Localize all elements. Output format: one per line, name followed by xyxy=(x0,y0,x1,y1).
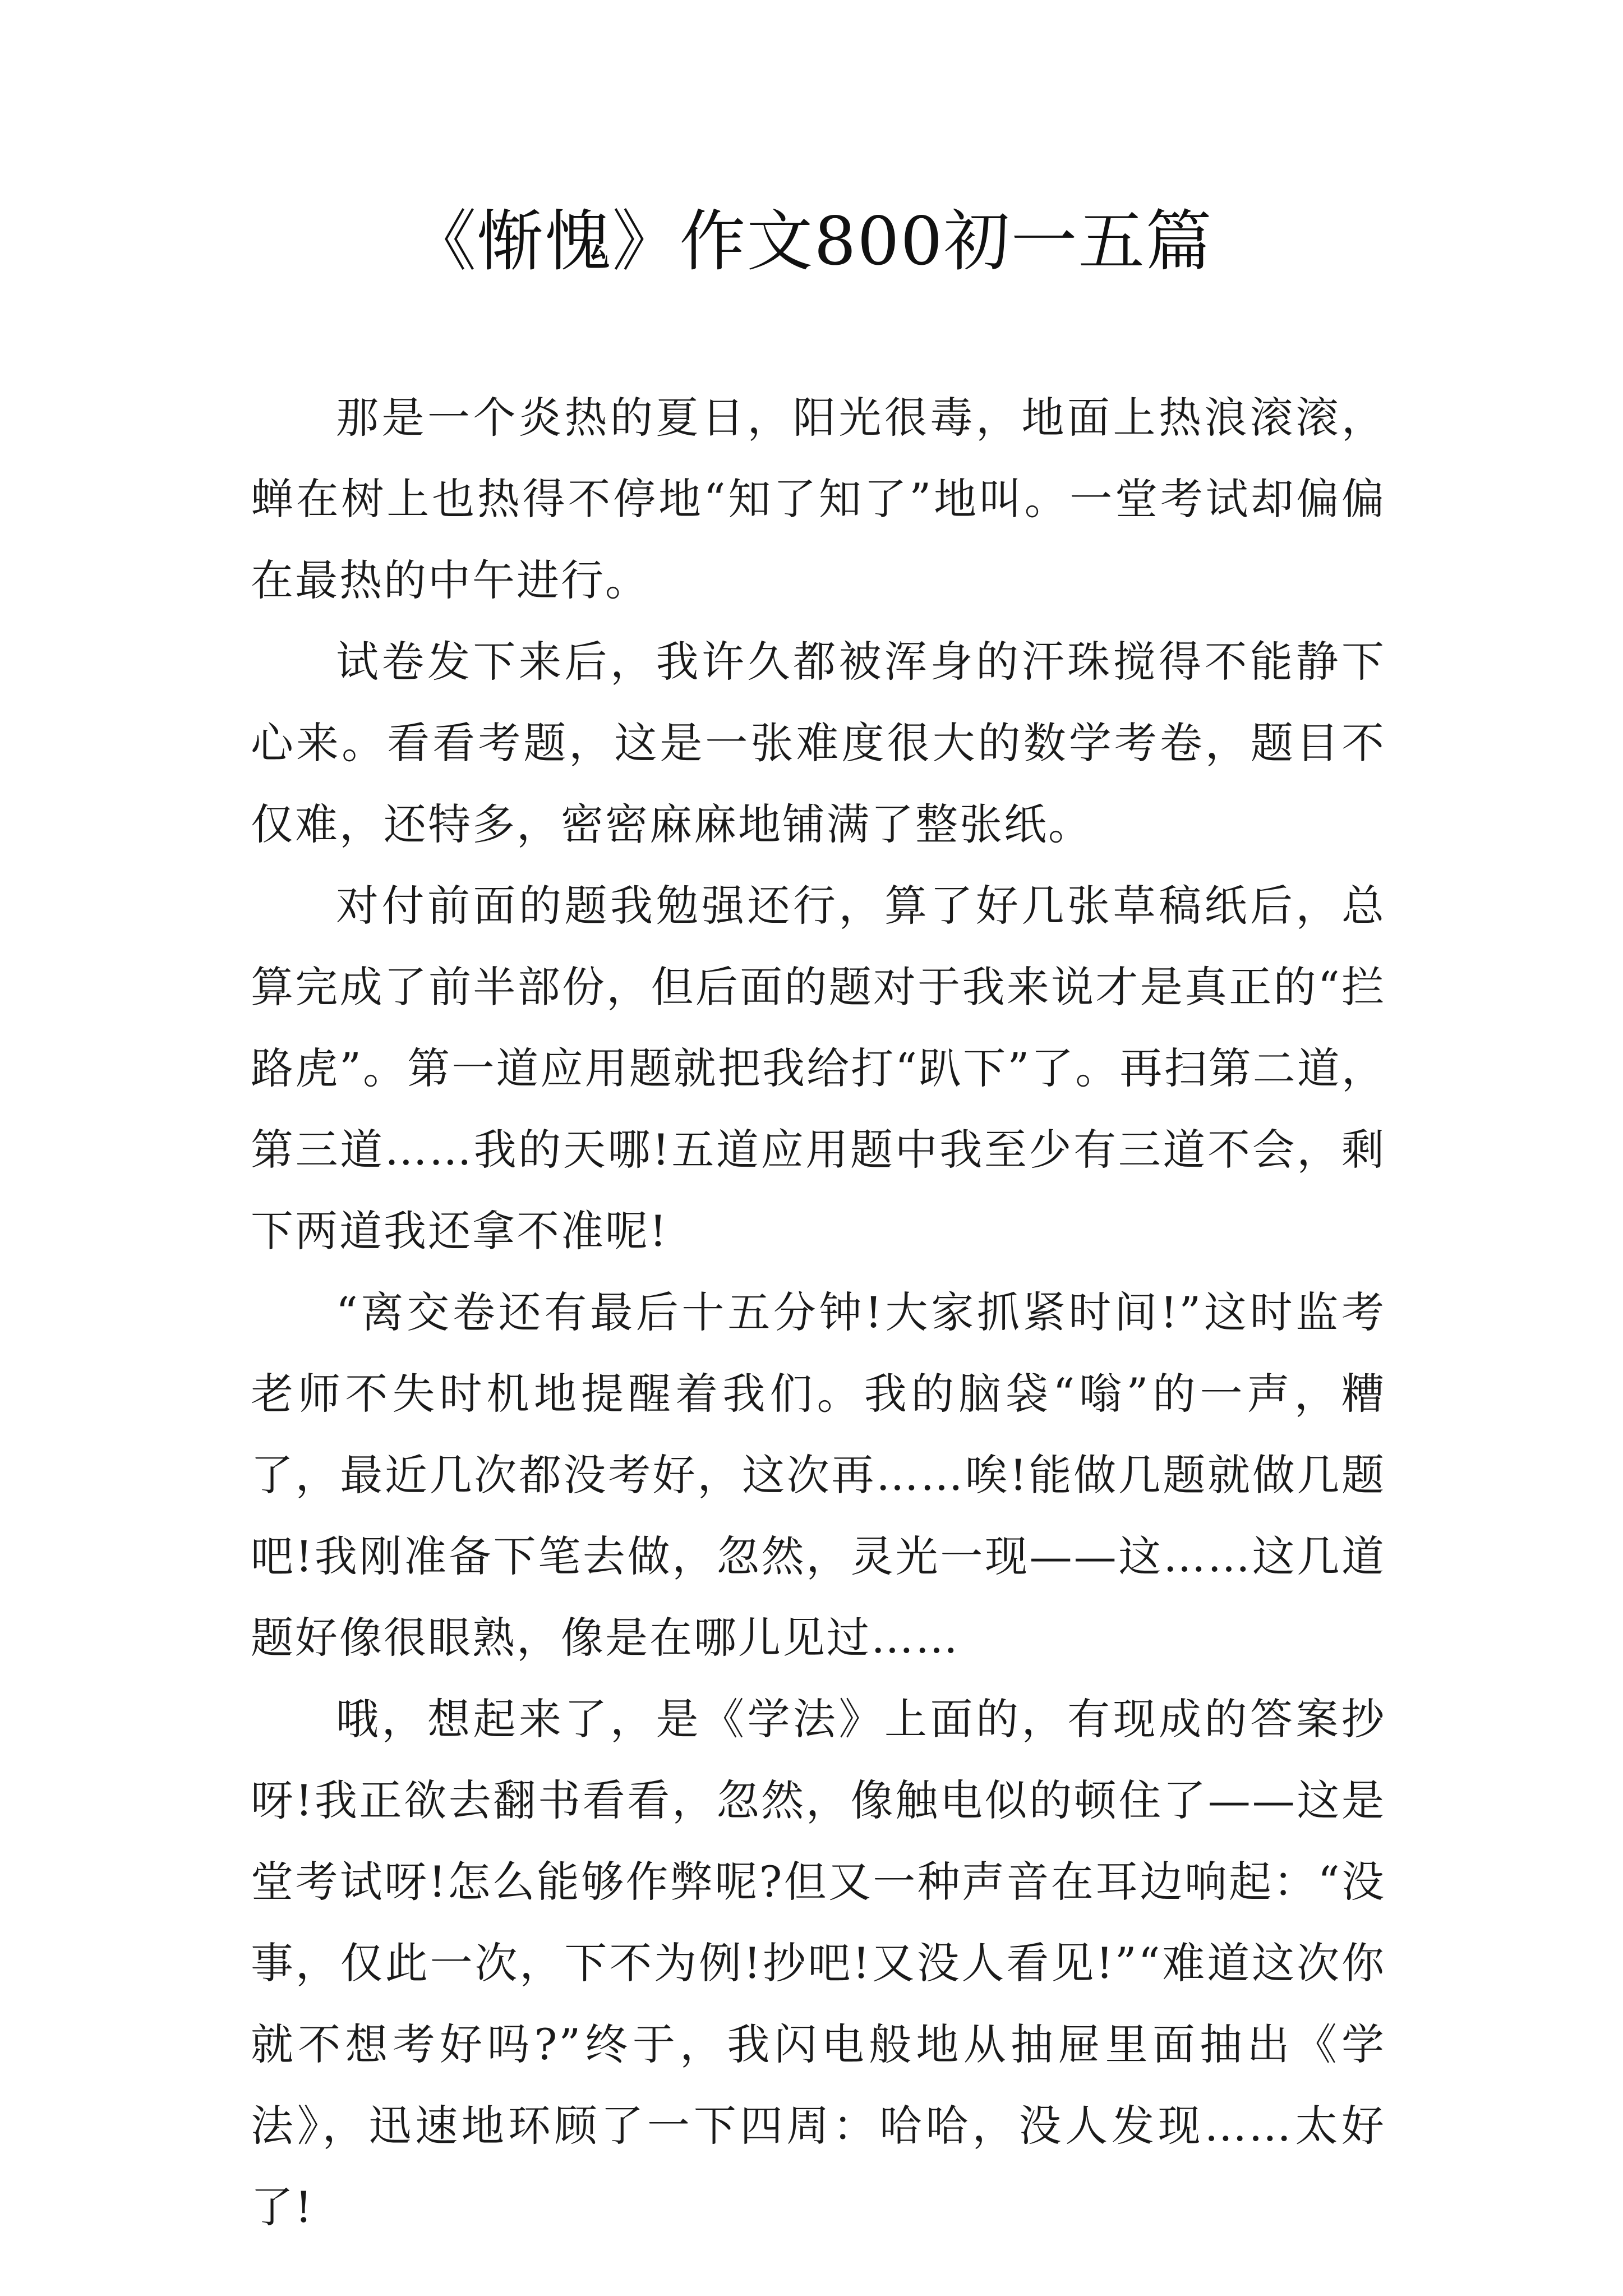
document-title: 《惭愧》作文800初一五篇 xyxy=(410,203,1213,280)
paragraph: 试卷发下来后，我许久都被浑身的汗珠搅得不能静下心来。看看考题，这是一张难度很大的数学考卷，题目不仅难，还特多，密密麻麻地铺满了整张纸。 xyxy=(251,637,1386,849)
paragraph: 那是一个炎热的夏日，阳光很毒，地面上热浪滚滚，蝉在树上也热得不停地“知了知了”地叫。一堂考试却偏偏在最热的中午进行。 xyxy=(251,393,1386,605)
paragraph: “离交卷还有最后十五分钟!大家抓紧时间!”这时监考老师不失时机地提醒着我们。我的脑袋“嗡”的一声，糟了，最近几次都没考好，这次再……唉!能做几题就做几题吧!我刚准备下笔去做，忽然，灵光一现——这……这几道题好像很眼熟，像是在哪儿见过…… xyxy=(251,1287,1386,1663)
essay-body xyxy=(251,377,1386,2248)
paragraph: 对付前面的题我勉强还行，算了好几张草稿纸后，总算完成了前半部份，但后面的题对于我来说才是真正的“拦路虎”。第一道应用题就把我给打“趴下”了。再扫第二道，第三道……我的天哪!五道应用题中我至少有三道不会，剩下两道我还拿不准呢! xyxy=(251,881,1386,1256)
paragraph: 哦，想起来了，是《学法》上面的，有现成的答案抄呀!我正欲去翻书看看，忽然，像触电似的顿住了——这是堂考试呀!怎么能够作弊呢?但又一种声音在耳边响起：“没事，仅此一次，下不为例!抄吧!又没人看见!”“难道这次你就不想考好吗?”终于，我闪电般地从抽屉里面抽出《学法》，迅速地环顾了一下四周：哈哈，没人发现……太好了! xyxy=(251,1694,1386,2232)
